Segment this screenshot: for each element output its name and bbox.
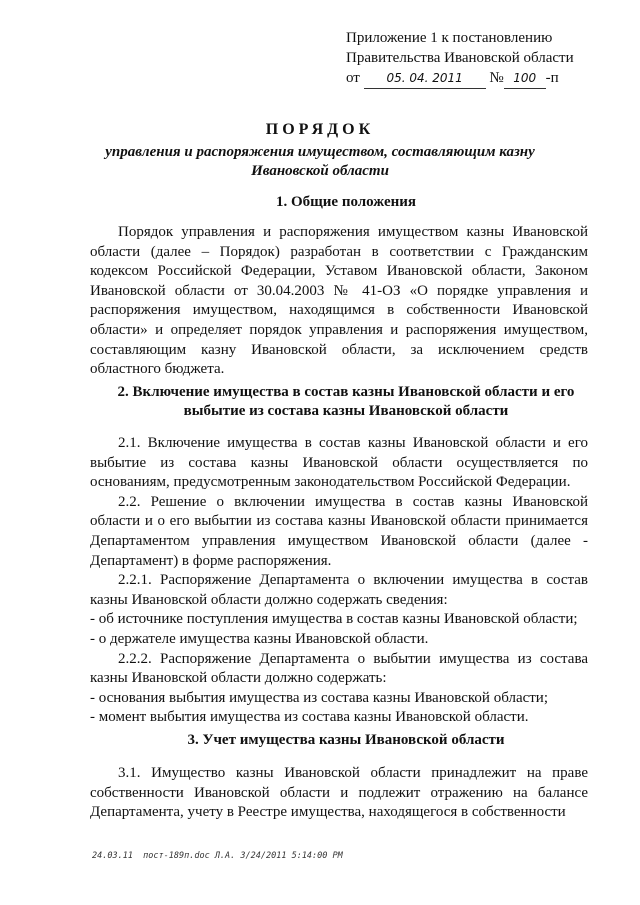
section1-body bbox=[90, 223, 588, 380]
section2-p4-item2: - момент выбытия имущества из состава казны Ивановской области. bbox=[90, 709, 529, 726]
handwritten-date: 05. 04. 2011 bbox=[364, 68, 486, 89]
document-title: ПОРЯДОК bbox=[265, 121, 375, 138]
file-footer: 24.03.11 пост-189п.doc Л.А. 3/24/2011 5:14:00 PM bbox=[92, 851, 343, 861]
document-subtitle bbox=[0, 143, 640, 181]
section2-body bbox=[90, 434, 588, 728]
section2-p2: 2.2. Решение о включении имущества в состав казны Ивановской области и о его выбытии из состава казны Ивановской области принимается Департаментом управления имуществом Ивановской области (далее - Департамент) в форме распоряжения. bbox=[90, 493, 588, 569]
attachment-line1: Приложение 1 к постановлению bbox=[346, 30, 553, 46]
section2-p3-item1: - об источнике поступления имущества в состав казны Ивановской области; bbox=[90, 611, 578, 628]
section1-heading: 1. Общие положения bbox=[275, 194, 417, 210]
section2-p3-item2: - о держателе имущества казны Ивановской области. bbox=[90, 630, 429, 647]
section2-heading-line1: 2. Включение имущества в состав казны Ивановской области и его bbox=[117, 384, 575, 400]
section3-p1: 3.1. Имущество казны Ивановской области принадлежит на праве собственности Ивановской области и подлежит отражению на балансе Департамента, учету в Реестре имущества, находящегося в собственности bbox=[90, 765, 588, 821]
section2-p4: 2.2.2. Распоряжение Департамента о выбытии имущества из состава казны Ивановской области должно содержать: bbox=[90, 650, 588, 687]
section3-heading: 3. Учет имущества казны Ивановской области bbox=[187, 732, 505, 748]
from-label: от bbox=[346, 70, 360, 86]
section2-heading bbox=[90, 383, 602, 421]
section2-p4-item1: - основания выбытия имущества из состава казны Ивановской области; bbox=[90, 689, 549, 706]
handwritten-number: 100 bbox=[504, 68, 546, 89]
section2-heading-line2: выбытие из состава казны Ивановской области bbox=[183, 403, 509, 419]
number-suffix: -п bbox=[545, 70, 559, 86]
section2-p3: 2.2.1. Распоряжение Департамента о включении имущества в состав казны Ивановской области должно содержать сведения: bbox=[90, 572, 588, 608]
section1-paragraph: Порядок управления и распоряжения имуществом казны Ивановской области (далее – Порядок) разработан в соответствии с Гражданским кодексом Российской Федерации, Уставом Ивановской области, Законом Ивановской области от 30.04.2003 № 41-ОЗ «О порядке управления и распоряжения имуществом, находящимся в собственности Ивановской области» и определяет порядок управления и распоряжения имуществом, составляющим казну Ивановской области, за исключением средств областного бюджета. bbox=[90, 224, 588, 378]
section3-body bbox=[90, 764, 588, 823]
attachment-block bbox=[346, 28, 584, 89]
subtitle-line2: Ивановской области bbox=[251, 163, 389, 179]
number-label: № bbox=[489, 70, 504, 86]
attachment-line2: Правительства Ивановской области bbox=[346, 50, 574, 66]
attachment-line3 bbox=[346, 68, 584, 89]
section2-p1: 2.1. Включение имущества в состав казны Ивановской области и его выбытие из состава казны Ивановской области осуществляется по основаниям, предусмотренным законодательством Российской Федерации. bbox=[90, 435, 588, 491]
subtitle-line1: управления и распоряжения имуществом, составляющим казну bbox=[105, 144, 535, 160]
